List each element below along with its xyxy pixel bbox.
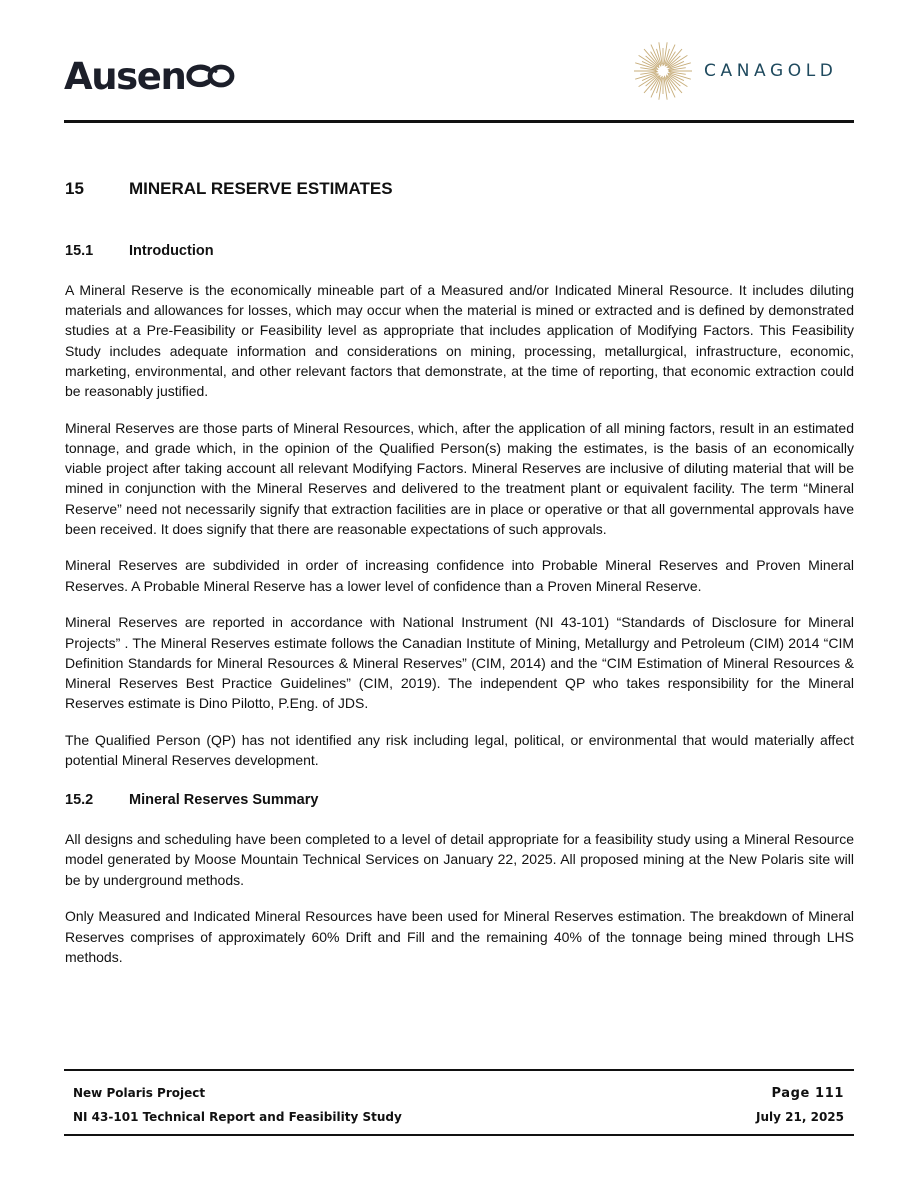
footer-project-name: New Polaris Project [73,1086,206,1100]
paragraph: The Qualified Person (QP) has not identified any risk including legal, political, or environmental that would materially affect potential Mineral Reserves development. [65,731,854,769]
subsection-number: 15.2 [65,792,94,809]
ausenco-logo-text: Ausen [64,54,186,98]
canagold-logo-text: CANAGOLD [704,61,838,81]
ausenco-logo [64,52,236,100]
paragraph: Only Measured and Indicated Mineral Resources have been used for Mineral Reserves estimation. The breakdown of Mineral Reserves comprises of approximately 60% Drift and Fill and the remaining 40% of the tonnage being mined through LHS methods. [65,908,854,965]
section-heading [65,179,854,199]
subsection-title: Introduction [129,243,214,259]
subsection-heading-introduction [65,243,854,259]
footer-divider-bottom [64,1134,854,1136]
document-body [65,179,854,983]
section-number: 15 [65,179,84,198]
sunburst-icon [634,38,692,104]
subsection-heading-summary [65,792,854,808]
ausenco-loop-icon [186,61,236,91]
paragraph: Mineral Reserves are reported in accordance with National Instrument (NI 43-101) “Standards of Disclosure for Mineral Projects” . The Mineral Reserves estimate follows the Canadian Institute of Mining, Metallurgy and Petroleum (CIM) 2014 “CIM Definition Standards for Mineral Resources & Mineral Reserves” (CIM, 2014) and the “CIM Estimation of Mineral Resources & Mineral Reserves Best Practice Guidelines” (CIM, 2019). The independent QP who takes responsibility for the Mineral Reserves estimate is Dino Pilotto, P.Eng. of JDS. [65,614,854,712]
paragraph: Mineral Reserves are subdivided in order of increasing confidence into Probable Mineral Reserves and Proven Mineral Reserves. A Probable Mineral Reserve has a lower level of confidence than a Proven Mineral Reserve. [65,557,854,594]
footer-date: July 21, 2025 [756,1110,844,1124]
paragraph: All designs and scheduling have been completed to a level of detail appropriate for a feasibility study using a Mineral Resource model generated by Moose Mountain Technical Services on January 22, 2025. All proposed mining at the New Polaris site will be by underground methods. [65,831,854,888]
section-title: MINERAL RESERVE ESTIMATES [129,179,393,198]
header-divider [64,120,854,123]
subsection-title: Mineral Reserves Summary [129,792,319,809]
canagold-logo [634,38,837,104]
footer-page-number: Page 111 [771,1086,844,1101]
subsection-number: 15.1 [65,243,94,259]
paragraph: Mineral Reserves are those parts of Mineral Resources, which, after the application of all mining factors, result in an estimated tonnage, and grade which, in the opinion of the Qualified Person(s) making the estimates, is the basis of an economically viable project after taking account all relevant Modifying Factors. Mineral Reserves are inclusive of diluting material that will be mined in conjunction with the Mineral Reserves and delivered to the treatment plant or equivalent facility. The term “Mineral Reserve” need not necessarily signify that extraction facilities are in place or operative or that all governmental approvals have been received. It does signify that there are reasonable expectations of such approvals. [65,419,854,537]
footer-report-title: NI 43-101 Technical Report and Feasibility Study [73,1110,402,1124]
footer-divider-top [64,1069,854,1071]
paragraph: A Mineral Reserve is the economically mineable part of a Measured and/or Indicated Mineral Resource. It includes diluting materials and allowances for losses, which may occur when the material is mined or extracted and is defined by demonstrated studies at a Pre-Feasibility or Feasibility level as appropriate that includes application of Modifying Factors. This Feasibility Study includes adequate information and considerations on mining, processing, metallurgical, infrastructure, economic, marketing, environmental, and other relevant factors that demonstrate, at the time of reporting, that economic extraction could be reasonably justified. [65,282,854,400]
